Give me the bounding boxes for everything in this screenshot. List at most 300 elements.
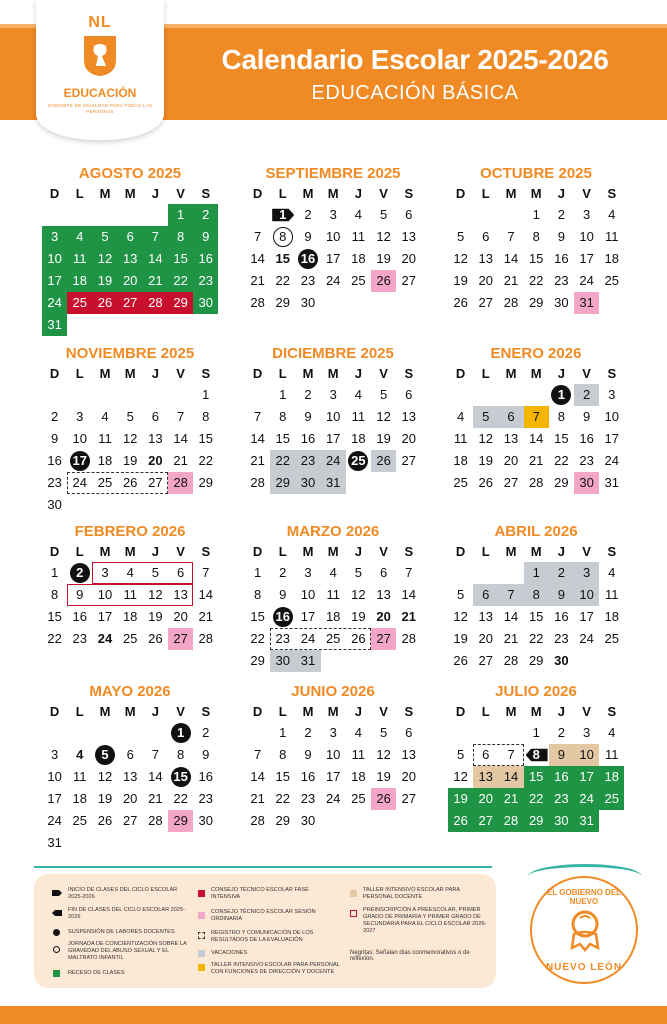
weekday-label: M <box>505 544 517 559</box>
day-cell: 7 <box>176 409 185 424</box>
legend-item: FIN DE CLASES DEL CICLO ESCOLAR 2025-2026 <box>68 907 185 920</box>
day-cell: 4 <box>76 747 84 762</box>
weekday-label: D <box>49 704 60 719</box>
day-cell: 13 <box>148 431 163 446</box>
day-cell: 29 <box>275 813 291 828</box>
gray-swatch <box>198 950 205 957</box>
day-cell: 11 <box>123 587 137 602</box>
day-cell: 11 <box>67 248 92 270</box>
day-cell: 16 <box>549 766 574 788</box>
day-cell: 2 <box>304 725 312 740</box>
day-cell: 14 <box>198 587 214 602</box>
day-cell: 4 <box>608 565 616 580</box>
day-cell: 12 <box>376 229 391 244</box>
weekday-label: L <box>278 544 287 559</box>
day-cell: 11 <box>326 587 340 602</box>
weekday-label: L <box>75 186 84 201</box>
day-cell: 8 <box>279 747 287 762</box>
day-cell: 19 <box>148 609 163 624</box>
day-cell: 3 <box>574 562 599 584</box>
day-cell: 21 <box>250 791 265 806</box>
weekday-label: M <box>124 186 136 201</box>
day-cell: 28 <box>198 631 214 646</box>
day-cell: 28 <box>250 475 265 490</box>
day-cell: 4 <box>456 409 465 424</box>
weekday-label: M <box>530 366 542 381</box>
day-cell: 3 <box>304 565 312 580</box>
day-cell: 14 <box>503 609 519 624</box>
day-cell: 28 <box>250 813 265 828</box>
day-cell: 13 <box>173 587 188 602</box>
weekday-label: D <box>49 544 60 559</box>
end-flag-icon <box>52 910 62 916</box>
month-title: JUNIO 2026 <box>291 683 375 700</box>
month-title: ENERO 2026 <box>490 345 582 362</box>
day-cell: 16 <box>270 606 295 628</box>
month-calendar <box>448 522 624 694</box>
day-cell: 12 <box>148 587 163 602</box>
weekday-label: L <box>75 544 84 559</box>
day-cell: 30 <box>549 810 574 832</box>
day-cell: 8 <box>253 587 262 602</box>
day-cell: 17 <box>574 766 599 788</box>
day-cell: 20 <box>478 273 494 288</box>
shield-icon <box>82 34 118 78</box>
month-title: NOVIEMBRE 2025 <box>65 345 195 362</box>
dot-icon <box>53 929 60 936</box>
pink-swatch <box>198 912 205 919</box>
weekday-header <box>245 364 421 384</box>
day-cell: 23 <box>275 631 291 646</box>
day-cell: 26 <box>92 292 117 314</box>
page-title: Calendario Escolar 2025-2026 <box>221 44 609 75</box>
page-subtitle: EDUCACIÓN BÁSICA <box>311 82 519 104</box>
weekday-header <box>42 542 218 562</box>
day-cell: 14 <box>401 587 417 602</box>
day-cell: 26 <box>448 810 473 832</box>
day-cell: 24 <box>574 788 599 810</box>
day-cell: 9 <box>549 744 574 766</box>
day-cell: 29 <box>250 653 265 668</box>
day-cell: 26 <box>351 631 366 646</box>
footer-band <box>0 1006 667 1024</box>
day-cell: 22 <box>528 273 544 288</box>
day-cell: 25 <box>122 631 138 646</box>
day-cell: 12 <box>351 587 366 602</box>
day-cell: 25 <box>453 475 468 490</box>
day-cell: 8 <box>176 747 185 762</box>
month-title: FEBRERO 2026 <box>74 523 186 540</box>
weekday-label: V <box>582 186 591 201</box>
day-cell: 18 <box>122 609 138 624</box>
weekday-label: V <box>176 366 185 381</box>
day-cell: 24 <box>579 273 594 288</box>
day-cell: 13 <box>118 248 143 270</box>
day-cell: 2 <box>50 409 59 424</box>
day-cell: 15 <box>524 766 549 788</box>
day-cell: 20 <box>148 453 163 468</box>
day-cell: 20 <box>473 788 498 810</box>
day-cell: 19 <box>376 251 391 266</box>
day-cell: 17 <box>47 791 62 806</box>
day-cell: 29 <box>168 292 193 314</box>
ring-icon <box>53 946 60 953</box>
day-cell: 30 <box>300 295 316 310</box>
day-cell: 1 <box>279 387 287 402</box>
day-cell: 21 <box>198 609 214 624</box>
day-cell: 25 <box>72 813 88 828</box>
day-cell: 26 <box>97 813 113 828</box>
day-cell: 14 <box>250 431 265 446</box>
day-cell: 17 <box>579 251 594 266</box>
weekday-label: M <box>99 186 111 201</box>
day-cell: 25 <box>604 273 620 288</box>
day-cell: 22 <box>270 450 295 472</box>
day-cell: 12 <box>478 431 494 446</box>
day-cell: 31 <box>47 835 62 850</box>
month-calendar <box>245 522 421 694</box>
day-cell: 2 <box>67 562 92 584</box>
weekday-label: S <box>607 366 617 381</box>
weekday-label: M <box>302 366 314 381</box>
day-cell: 27 <box>478 295 494 310</box>
day-cell: 28 <box>503 653 519 668</box>
day-cell: 30 <box>574 472 599 494</box>
day-cell: 3 <box>42 226 67 248</box>
header <box>0 0 667 140</box>
day-cell: 5 <box>354 565 362 580</box>
day-cell: 24 <box>321 450 346 472</box>
day-cell: 18 <box>325 609 341 624</box>
day-cell: 3 <box>329 387 337 402</box>
day-cell: 11 <box>351 747 366 762</box>
month-title: AGOSTO 2025 <box>78 165 182 182</box>
day-cell: 5 <box>379 387 388 402</box>
day-cell: 7 <box>405 565 413 580</box>
day-cell: 7 <box>151 747 159 762</box>
day-cell: 2 <box>549 562 574 584</box>
month-title: MAYO 2026 <box>89 683 171 700</box>
start-flag-icon <box>52 890 62 896</box>
day-cell: 2 <box>202 725 210 740</box>
day-cell: 4 <box>67 226 92 248</box>
day-cell: 27 <box>473 810 498 832</box>
weekday-label: V <box>176 544 185 559</box>
day-grid <box>42 722 218 854</box>
month-title: JULIO 2026 <box>495 683 577 700</box>
day-cell: 22 <box>528 631 544 646</box>
weekday-label: M <box>327 366 339 381</box>
day-cell: 2 <box>304 387 312 402</box>
divider-line <box>34 866 492 868</box>
day-cell: 27 <box>148 475 163 490</box>
day-cell: 27 <box>118 292 143 314</box>
day-cell: 17 <box>604 431 620 446</box>
day-cell: 9 <box>202 747 210 762</box>
day-cell: 9 <box>76 587 84 602</box>
day-cell: 6 <box>151 409 159 424</box>
legend-item: CONSEJO TÉCNICO ESCOLAR SESIÓN ORDINARIA <box>211 909 316 922</box>
day-cell: 6 <box>473 584 498 606</box>
day-cell: 24 <box>325 791 341 806</box>
day-cell: 28 <box>503 295 519 310</box>
day-cell: 25 <box>351 791 366 806</box>
month-title: DICIEMBRE 2025 <box>272 345 394 362</box>
weekday-label: M <box>302 544 314 559</box>
day-cell: 20 <box>118 270 143 292</box>
day-cell: 30 <box>554 653 569 668</box>
day-cell: 27 <box>401 273 417 288</box>
day-cell: 29 <box>275 295 291 310</box>
day-cell: 18 <box>351 431 366 446</box>
day-cell: 6 <box>118 226 143 248</box>
day-cell: 26 <box>453 653 468 668</box>
day-cell: 22 <box>47 631 62 646</box>
day-cell: 15 <box>168 766 193 788</box>
weekday-label: L <box>481 704 490 719</box>
weekday-label: V <box>379 366 388 381</box>
day-cell: 23 <box>295 450 320 472</box>
day-cell: 20 <box>478 631 494 646</box>
day-cell: 8 <box>532 229 540 244</box>
logo-title: EDUCACIÓN <box>63 86 137 100</box>
day-cell: 7 <box>507 229 515 244</box>
weekday-label: J <box>557 366 565 381</box>
day-cell: 13 <box>473 766 498 788</box>
day-cell: 21 <box>143 270 168 292</box>
day-cell: 25 <box>604 631 620 646</box>
weekday-label: D <box>455 366 466 381</box>
day-cell: 8 <box>524 584 549 606</box>
day-cell: 17 <box>325 431 341 446</box>
day-cell: 8 <box>50 587 59 602</box>
day-cell: 5 <box>126 409 134 424</box>
weekday-label: S <box>404 544 414 559</box>
day-cell: 11 <box>98 431 112 446</box>
legend-item: RECESO DE CLASES <box>68 970 125 976</box>
day-cell: 15 <box>168 248 193 270</box>
day-cell: 11 <box>351 409 366 424</box>
day-cell: 17 <box>579 609 594 624</box>
day-cell: 9 <box>193 226 218 248</box>
day-grid <box>245 722 421 854</box>
day-cell: 20 <box>173 609 188 624</box>
month-calendar <box>42 344 218 516</box>
day-cell: 22 <box>275 791 291 806</box>
weekday-label: D <box>49 366 60 381</box>
day-cell: 15 <box>47 609 62 624</box>
day-cell: 17 <box>300 609 316 624</box>
day-cell: 5 <box>379 725 388 740</box>
weekday-header <box>245 702 421 722</box>
day-cell: 18 <box>453 453 468 468</box>
weekday-label: L <box>75 366 84 381</box>
day-cell: 1 <box>549 384 574 406</box>
day-cell: 31 <box>295 650 320 672</box>
logo-mark: NL <box>88 14 112 31</box>
day-cell: 26 <box>371 270 396 292</box>
weekday-label: M <box>505 186 517 201</box>
day-cell: 28 <box>168 472 193 494</box>
day-cell: 21 <box>528 453 544 468</box>
day-cell: 20 <box>122 791 138 806</box>
weekday-label: J <box>151 366 159 381</box>
day-cell: 11 <box>605 747 619 762</box>
day-cell: 22 <box>275 273 291 288</box>
weekday-label: M <box>99 704 111 719</box>
day-cell: 10 <box>604 409 620 424</box>
day-cell: 10 <box>325 747 341 762</box>
day-cell: 29 <box>554 475 569 490</box>
day-cell: 26 <box>371 788 396 810</box>
day-cell: 13 <box>503 431 519 446</box>
day-cell: 19 <box>376 769 391 784</box>
weekday-label: M <box>505 704 517 719</box>
weekday-label: D <box>455 186 466 201</box>
weekday-label: M <box>505 366 517 381</box>
day-cell: 26 <box>148 631 163 646</box>
month-calendar <box>245 344 421 516</box>
day-cell: 2 <box>193 204 218 226</box>
day-cell: 9 <box>304 409 312 424</box>
day-cell: 25 <box>97 475 113 490</box>
day-cell: 4 <box>608 725 616 740</box>
day-cell: 7 <box>498 584 523 606</box>
day-cell: 20 <box>401 251 417 266</box>
weekday-header <box>245 184 421 204</box>
day-cell: 8 <box>524 744 549 766</box>
day-cell: 17 <box>42 270 67 292</box>
day-cell: 7 <box>524 406 549 428</box>
day-cell: 16 <box>193 248 218 270</box>
weekday-label: L <box>278 186 287 201</box>
day-cell: 3 <box>582 207 591 222</box>
weekday-label: L <box>481 366 490 381</box>
day-grid <box>448 722 624 854</box>
yellow-swatch <box>198 964 205 971</box>
day-cell: 26 <box>478 475 494 490</box>
weekday-label: M <box>99 366 111 381</box>
day-cell: 18 <box>351 769 366 784</box>
weekday-header <box>448 702 624 722</box>
day-cell: 18 <box>97 453 113 468</box>
day-cell: 18 <box>72 791 88 806</box>
weekday-label: L <box>481 186 490 201</box>
day-cell: 3 <box>608 387 616 402</box>
day-cell: 15 <box>554 431 569 446</box>
day-cell: 27 <box>401 791 417 806</box>
day-cell: 8 <box>557 409 565 424</box>
day-cell: 3 <box>101 565 109 580</box>
day-cell: 8 <box>270 226 295 248</box>
day-cell: 21 <box>498 788 523 810</box>
day-cell: 3 <box>582 725 591 740</box>
day-cell: 5 <box>456 229 465 244</box>
day-cell: 30 <box>47 497 62 512</box>
weekday-label: S <box>404 704 414 719</box>
weekday-label: M <box>99 544 111 559</box>
day-cell: 12 <box>122 431 138 446</box>
day-cell: 23 <box>549 788 574 810</box>
weekday-label: V <box>582 704 591 719</box>
day-cell: 26 <box>453 295 468 310</box>
day-cell: 11 <box>351 229 366 244</box>
day-cell: 18 <box>604 609 620 624</box>
day-cell: 28 <box>250 295 265 310</box>
day-cell: 30 <box>295 472 320 494</box>
day-cell: 8 <box>168 226 193 248</box>
day-cell: 19 <box>92 270 117 292</box>
day-cell: 14 <box>250 251 265 266</box>
day-cell: 29 <box>524 810 549 832</box>
month-calendar <box>448 682 624 854</box>
day-cell: 24 <box>72 475 88 490</box>
legend-item: PREINSCRIPCIÓN A PREESCOLAR, PRIMER GRADO DE PRIMARIA Y PRIMER GRADO DE SECUNDARIA PARA EL CICLO ESCOLAR 2026-2027 <box>363 907 487 934</box>
day-cell: 14 <box>498 766 523 788</box>
weekday-label: L <box>278 704 287 719</box>
weekday-label: D <box>455 704 466 719</box>
day-cell: 23 <box>300 273 316 288</box>
day-cell: 4 <box>354 207 362 222</box>
green-swatch <box>53 970 60 977</box>
day-cell: 25 <box>599 788 624 810</box>
weekday-label: J <box>151 704 159 719</box>
day-cell: 29 <box>270 472 295 494</box>
weekday-label: D <box>252 704 263 719</box>
day-cell: 9 <box>50 431 59 446</box>
day-cell: 20 <box>401 769 417 784</box>
day-grid <box>245 204 421 336</box>
month-calendar <box>42 682 218 854</box>
weekday-label: J <box>151 186 159 201</box>
day-cell: 13 <box>478 251 494 266</box>
day-cell: 21 <box>503 273 519 288</box>
day-cell: 12 <box>453 251 468 266</box>
weekday-label: J <box>354 544 362 559</box>
day-cell: 16 <box>554 251 569 266</box>
day-cell: 19 <box>376 431 391 446</box>
day-cell: 10 <box>42 248 67 270</box>
weekday-label: S <box>201 366 211 381</box>
day-cell: 28 <box>528 475 544 490</box>
day-cell: 12 <box>97 769 113 784</box>
day-cell: 24 <box>42 292 67 314</box>
month-title: SEPTIEMBRE 2025 <box>265 165 401 182</box>
month-calendar <box>42 164 218 336</box>
day-cell: 14 <box>148 769 163 784</box>
day-cell: 14 <box>503 251 519 266</box>
day-cell: 1 <box>270 204 295 226</box>
day-cell: 16 <box>300 431 316 446</box>
day-cell: 21 <box>173 453 188 468</box>
weekday-label: S <box>201 186 211 201</box>
day-cell: 6 <box>176 565 185 580</box>
day-cell: 22 <box>198 453 214 468</box>
day-cell: 6 <box>126 747 134 762</box>
day-cell: 16 <box>47 453 62 468</box>
red-swatch <box>198 890 205 897</box>
day-cell: 15 <box>198 431 214 446</box>
day-cell: 11 <box>605 229 619 244</box>
day-cell: 30 <box>270 650 295 672</box>
weekday-label: J <box>557 544 565 559</box>
day-cell: 21 <box>503 631 519 646</box>
day-cell: 4 <box>329 565 337 580</box>
month-calendar <box>42 522 218 694</box>
weekday-label: S <box>201 704 211 719</box>
day-cell: 19 <box>478 453 494 468</box>
day-cell: 25 <box>351 273 366 288</box>
